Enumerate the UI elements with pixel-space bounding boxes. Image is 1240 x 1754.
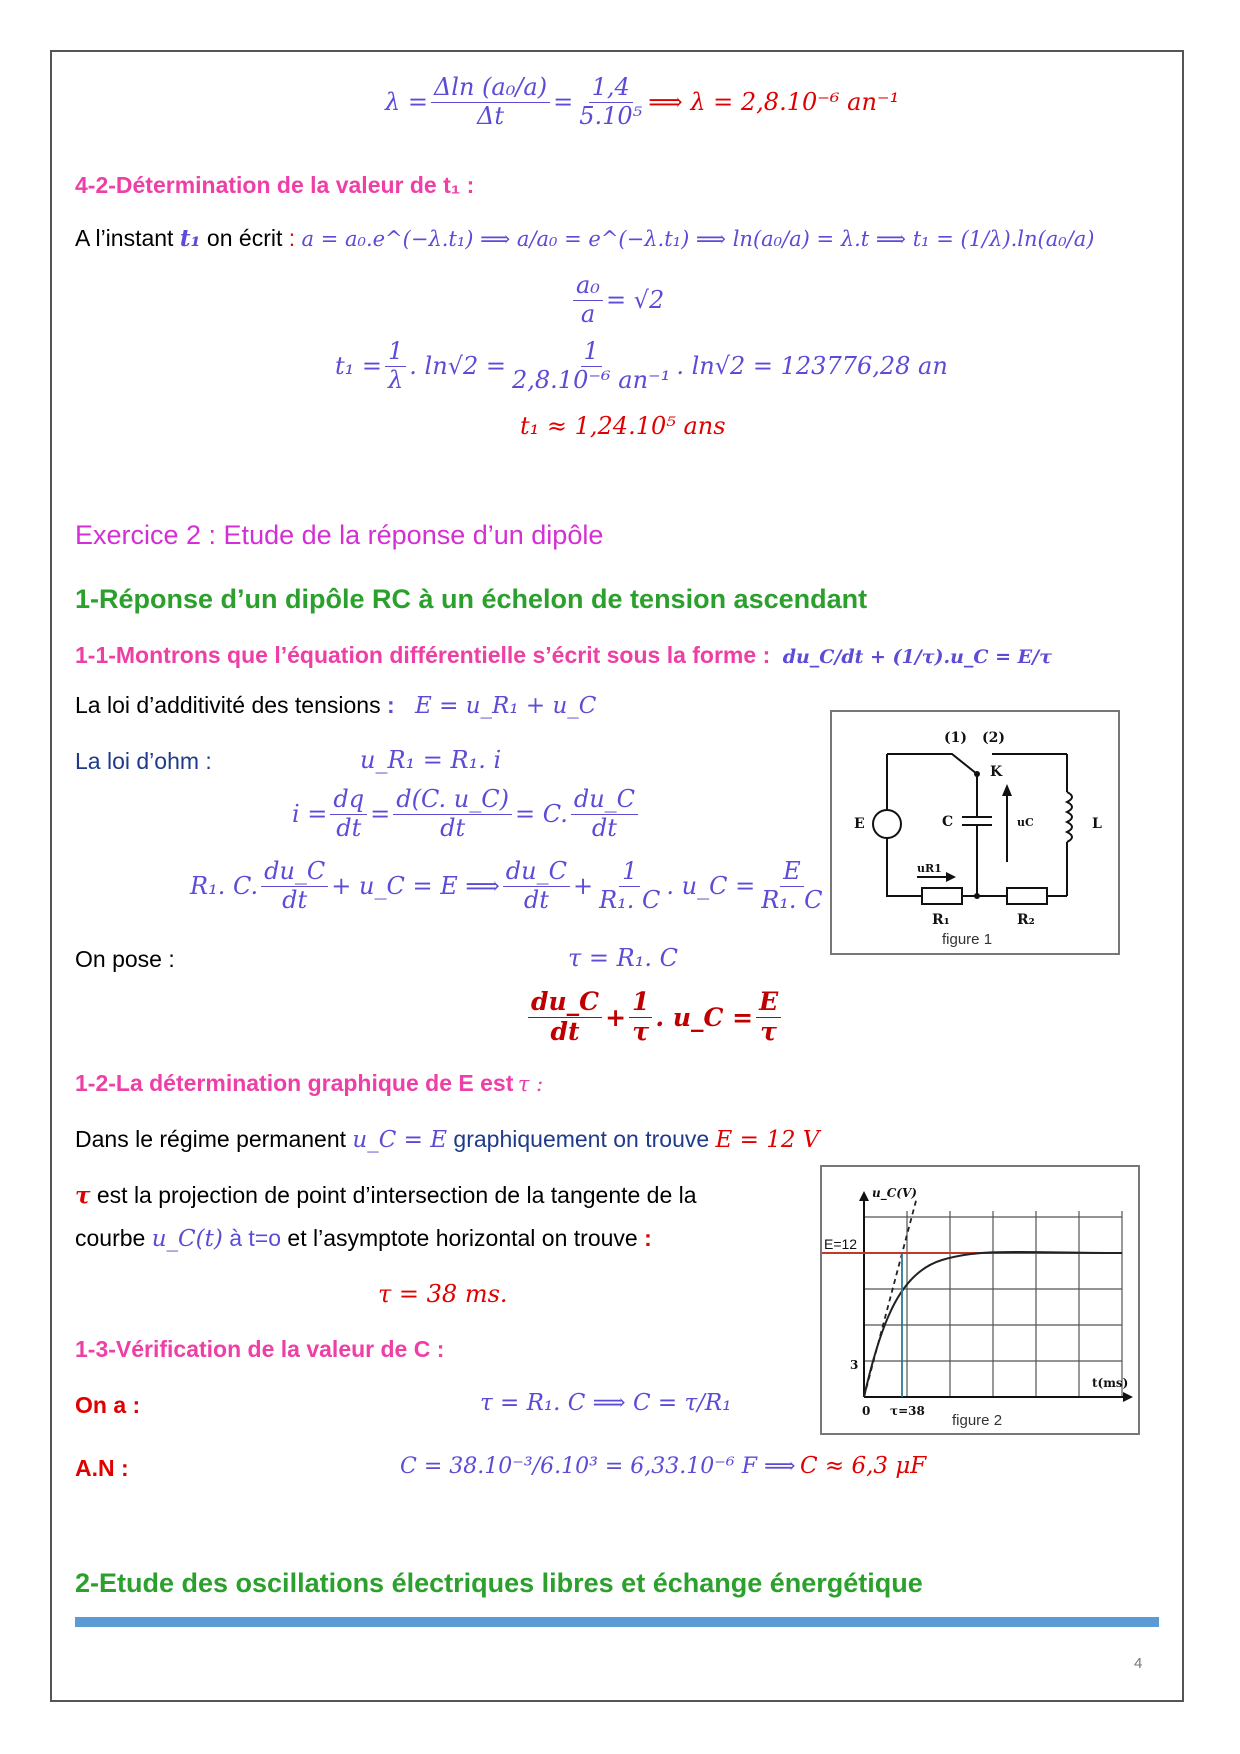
frac-num: du_C: [503, 858, 570, 887]
figure-2-caption: figure 2: [952, 1412, 1003, 1429]
switch-k-label: K: [990, 764, 1003, 780]
ohm-equation: u_R₁ = R₁. i: [360, 746, 502, 774]
frac-den: τ: [760, 1016, 777, 1046]
tangent-line: [864, 1197, 917, 1397]
y-axis-label: u_C(V): [872, 1186, 917, 1200]
additivite-equation: E = u_R₁ + u_C: [415, 693, 597, 719]
frac-num: dq: [330, 786, 367, 815]
figure-2: [820, 1165, 1140, 1435]
frac-den: R₁. C: [761, 885, 823, 914]
frac-num: 1: [619, 858, 640, 887]
frac-num: du_C: [528, 988, 602, 1018]
uc-label: uC: [1017, 816, 1034, 829]
eq-lhs: t₁ =: [335, 352, 383, 381]
equation-ratio: [570, 272, 664, 328]
frac-num: du_C: [571, 786, 638, 815]
eq-part: R₁. C.: [190, 872, 259, 901]
frac-den: a: [580, 299, 596, 328]
tau-uc: u_C(t): [151, 1226, 223, 1252]
tau-line2c: et l’asymptote horizontal on trouve: [281, 1225, 645, 1251]
regime-line: [75, 1126, 819, 1153]
eq-result: ⟹ λ = 2,8.10⁻⁶ an⁻¹: [648, 88, 900, 117]
regime-result: E = 12 V: [715, 1127, 820, 1153]
eq-sign: =: [553, 88, 574, 117]
tick-3: 3: [850, 1358, 859, 1372]
ur1-label: uR1: [917, 862, 942, 875]
ohm-label: La loi d’ohm :: [75, 748, 212, 774]
equation-r1c: [190, 858, 829, 914]
equation-lambda: [385, 74, 899, 130]
frac-num: 1: [385, 338, 406, 367]
section-4-2-title: 4-2-Détermination de la valeur de t₁ :: [75, 172, 475, 198]
frac-num: Δln (a₀/a): [431, 74, 550, 103]
frac-den: dt: [336, 813, 362, 842]
an-label: A.N :: [75, 1455, 129, 1481]
frac-den: 5.10⁵: [579, 101, 643, 130]
uc-arrow: [1002, 784, 1012, 796]
section-1-2: [75, 1070, 543, 1097]
an-equation: C = 38.10⁻³/6.10³ = 6,33.10⁻⁶ F ⟹: [400, 1454, 796, 1479]
section-1-1-equation: du_C/dt + (1/τ).u_C = E/τ: [782, 646, 1052, 668]
eq-lhs: λ =: [385, 88, 428, 117]
frac-num: 1: [629, 988, 652, 1018]
tau-text-line1: [75, 1182, 697, 1209]
source-e-label: E: [854, 816, 865, 832]
on-a-label: On a :: [75, 1392, 141, 1418]
frac-den: dt: [282, 885, 308, 914]
section-1-1: [75, 642, 1052, 669]
eq-mid: = C.: [514, 800, 568, 829]
frac-den: dt: [550, 1016, 580, 1046]
eq-part: +: [605, 1002, 627, 1032]
regime-equation: u_C = E: [352, 1127, 448, 1153]
origin-label: 0: [862, 1404, 871, 1418]
colon: :: [288, 225, 296, 251]
on-pose-label: On pose :: [75, 946, 175, 972]
frac-den: 2,8.10⁻⁶ an⁻¹: [512, 365, 671, 394]
colon: :: [644, 1225, 652, 1251]
section-1-3-title: 1-3-Vérification de la valeur de C :: [75, 1336, 445, 1362]
on-a-equation: τ = R₁. C ⟹ C = τ/R₁: [480, 1390, 732, 1416]
inductor-label: L: [1092, 816, 1102, 832]
equation-t1-approx: t₁ ≈ 1,24.10⁵ ans: [520, 412, 726, 440]
frac-num: E: [780, 858, 804, 887]
tau-symbol: τ: [75, 1182, 91, 1209]
e-level-label: E=12: [824, 1236, 858, 1252]
t1-symbol: t₁: [179, 225, 201, 252]
t1-mid: on écrit: [200, 225, 289, 251]
equation-t1: [335, 338, 948, 394]
on-pose-equation: τ = R₁. C: [568, 944, 678, 972]
eq-part: . u_C =: [655, 1002, 754, 1032]
r1-label: R₁: [932, 912, 950, 928]
t1-equation: a = a₀.e^(−λ.t₁) ⟹ a/a₀ = e^(−λ.t₁) ⟹ ln(a₀/a) = λ.t ⟹ t₁ = (1/λ).ln(a₀/a): [301, 227, 1095, 251]
part-1-title: 1-Réponse d’un dipôle RC à un échelon de tension ascendant: [75, 584, 868, 614]
frac-num: 1,4: [589, 74, 633, 103]
equation-final: [525, 988, 784, 1047]
frac-num: du_C: [261, 858, 328, 887]
frac-den: Δt: [477, 101, 505, 130]
eq-part: +: [572, 872, 594, 901]
switch-pos-1: (1): [944, 730, 967, 746]
colon: :: [386, 692, 395, 718]
t1-prefix: A l’instant: [75, 225, 180, 251]
additivite-label: La loi d’additivité des tensions: [75, 692, 387, 718]
circuit-diagram: [832, 712, 1118, 953]
frac-num: E: [756, 988, 781, 1018]
frac-den: dt: [440, 813, 466, 842]
footer-bar: [75, 1617, 1159, 1627]
section-1-2-title: 1-2-La détermination graphique de E est: [75, 1070, 514, 1096]
frac-num: 1: [581, 338, 602, 367]
uc-graph: [822, 1167, 1138, 1433]
tau-line2a: courbe: [75, 1225, 152, 1251]
frac-den: dt: [591, 813, 617, 842]
exercice-2-title: Exercice 2 : Etude de la réponse d’un dipôle: [75, 520, 604, 550]
section-1-1-title: 1-1-Montrons que l’équation différentielle s’écrit sous la forme :: [75, 642, 771, 668]
frac-den: τ: [632, 1016, 650, 1046]
additivite-line: [75, 692, 596, 719]
section-1-2-tau: τ :: [517, 1072, 544, 1096]
regime-mid: graphiquement on trouve: [447, 1126, 716, 1152]
tau-line1: est la projection de point d’intersection de la tangente de la: [90, 1182, 697, 1208]
an-line: [400, 1453, 926, 1479]
part-2-title: 2-Etude des oscillations électriques libres et échange énergétique: [75, 1568, 923, 1598]
frac-den: R₁. C: [599, 885, 661, 914]
capacitor-label: C: [942, 814, 954, 830]
frac-den: λ: [388, 365, 404, 394]
tau-value: τ = 38 ms.: [378, 1280, 508, 1308]
regime-prefix: Dans le régime permanent: [75, 1126, 353, 1152]
an-result: C ≈ 6,3 μF: [799, 1453, 927, 1479]
frac-num: d(C. u_C): [393, 786, 512, 815]
eq-mid: . ln√2 =: [409, 352, 506, 381]
tau-tick-label: τ=38: [890, 1404, 925, 1418]
frac-num: a₀: [573, 272, 603, 301]
ur1-arrow: [946, 872, 956, 882]
tau-line2b: à t=o: [222, 1225, 282, 1251]
eq-rhs: . ln√2 = 123776,28 an: [676, 352, 948, 381]
eq-part: + u_C = E ⟹: [331, 872, 500, 901]
tau-text-line2: [75, 1225, 652, 1252]
figure-1-caption: figure 1: [942, 931, 993, 948]
frac-den: dt: [523, 885, 549, 914]
r2-label: R₂: [1017, 912, 1035, 928]
x-axis-label: t(ms): [1092, 1376, 1129, 1390]
switch-pos-2: (2): [982, 730, 1005, 746]
equation-i: i = $\frac{dq}{dt}$ = $\frac{d(C. u\_C)}{dt}$ = C. $\frac{du\_C}{dt}$: [292, 786, 641, 842]
page-number: 4: [1134, 1655, 1143, 1672]
eq-part: . u_C =: [666, 872, 756, 901]
figure-1: [830, 710, 1120, 955]
t1-line: [75, 225, 1094, 252]
eq-lhs: i =: [292, 800, 328, 829]
eq-rhs: = √2: [605, 286, 665, 315]
